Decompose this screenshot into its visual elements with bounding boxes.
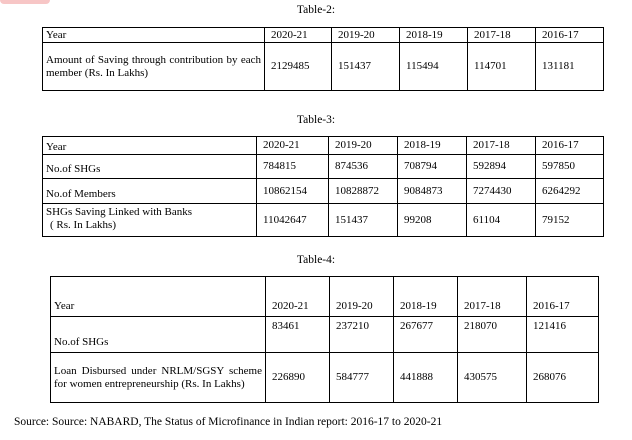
table2-header-row: [43, 28, 604, 43]
cell-value: 83461: [266, 317, 330, 353]
cell-value: 114701: [468, 43, 536, 91]
source-note: Source: Source: NABARD, The Status of Microfinance in Indian report: 2016-17 to 2020-21: [14, 416, 443, 428]
row-label: No.of SHGs: [51, 317, 266, 353]
cell-value: 2129485: [265, 43, 332, 91]
cell-value: 6264292: [536, 179, 604, 204]
cell-value: 99208: [398, 204, 467, 237]
cell-value: 267677: [394, 317, 458, 353]
table-row: [51, 353, 599, 403]
table4-caption: Table-4:: [296, 254, 336, 266]
table4-year: 2017-18: [458, 277, 527, 317]
row-label: No.of SHGs: [43, 155, 257, 179]
table3-year: 2019-20: [329, 137, 398, 155]
row-label: No.of Members: [43, 179, 257, 204]
cell-value: 10862154: [257, 179, 329, 204]
cell-value: 9084873: [398, 179, 467, 204]
cell-value: 268076: [527, 353, 599, 403]
cell-value: 430575: [458, 353, 527, 403]
table3-caption: Table-3:: [296, 114, 336, 126]
cell-value: 784815: [257, 155, 329, 179]
cell-value: 7274430: [467, 179, 536, 204]
table2-year: 2020-21: [265, 28, 332, 43]
row-label: [43, 204, 257, 237]
cell-value: 79152: [536, 204, 604, 237]
cell-value: 115494: [400, 43, 468, 91]
cell-value: 151437: [329, 204, 398, 237]
cell-value: 597850: [536, 155, 604, 179]
cell-value: 237210: [330, 317, 394, 353]
cell-value: 121416: [527, 317, 599, 353]
table-row: [43, 155, 604, 179]
table4-year: 2020-21: [266, 277, 330, 317]
table3-year: 2016-17: [536, 137, 604, 155]
table-row: [43, 204, 604, 237]
table3-year: 2018-19: [398, 137, 467, 155]
table2-caption: Table-2:: [296, 4, 336, 16]
table2-year: 2019-20: [332, 28, 400, 43]
table-row: [51, 317, 599, 353]
table4-header-row: [51, 277, 599, 317]
table2-year: 2018-19: [400, 28, 468, 43]
table2-year-header: Year: [43, 28, 265, 43]
table4: [50, 276, 599, 403]
table-row: [43, 43, 604, 91]
cell-value: 11042647: [257, 204, 329, 237]
cell-value: 708794: [398, 155, 467, 179]
table2: [42, 27, 604, 91]
cell-value: 441888: [394, 353, 458, 403]
table2-year: 2017-18: [468, 28, 536, 43]
cell-value: 61104: [467, 204, 536, 237]
table4-year: 2019-20: [330, 277, 394, 317]
table2-year: 2016-17: [536, 28, 604, 43]
cell-value: 151437: [332, 43, 400, 91]
row-label-line: ( Rs. In Lakhs): [50, 219, 116, 231]
row-label: Amount of Saving through contribution by each member (Rs. In Lakhs): [43, 43, 265, 91]
table4-year: 2016-17: [527, 277, 599, 317]
table-row: [43, 179, 604, 204]
cell-value: 226890: [266, 353, 330, 403]
table3-year: 2017-18: [467, 137, 536, 155]
table3-year: 2020-21: [257, 137, 329, 155]
cell-value: 218070: [458, 317, 527, 353]
table3: [42, 136, 604, 237]
cell-value: 131181: [536, 43, 604, 91]
cell-value: 10828872: [329, 179, 398, 204]
table4-year-header: Year: [51, 277, 266, 317]
cell-value: 584777: [330, 353, 394, 403]
cell-value: 592894: [467, 155, 536, 179]
cell-value: 874536: [329, 155, 398, 179]
table4-year: 2018-19: [394, 277, 458, 317]
table3-header-row: [43, 137, 604, 155]
row-label: Loan Disbursed under NRLM/SGSY scheme for women entrepreneurship (Rs. In Lakhs): [51, 353, 266, 403]
row-label-line: SHGs Saving Linked with Banks: [46, 206, 193, 218]
table3-year-header: Year: [43, 137, 257, 155]
